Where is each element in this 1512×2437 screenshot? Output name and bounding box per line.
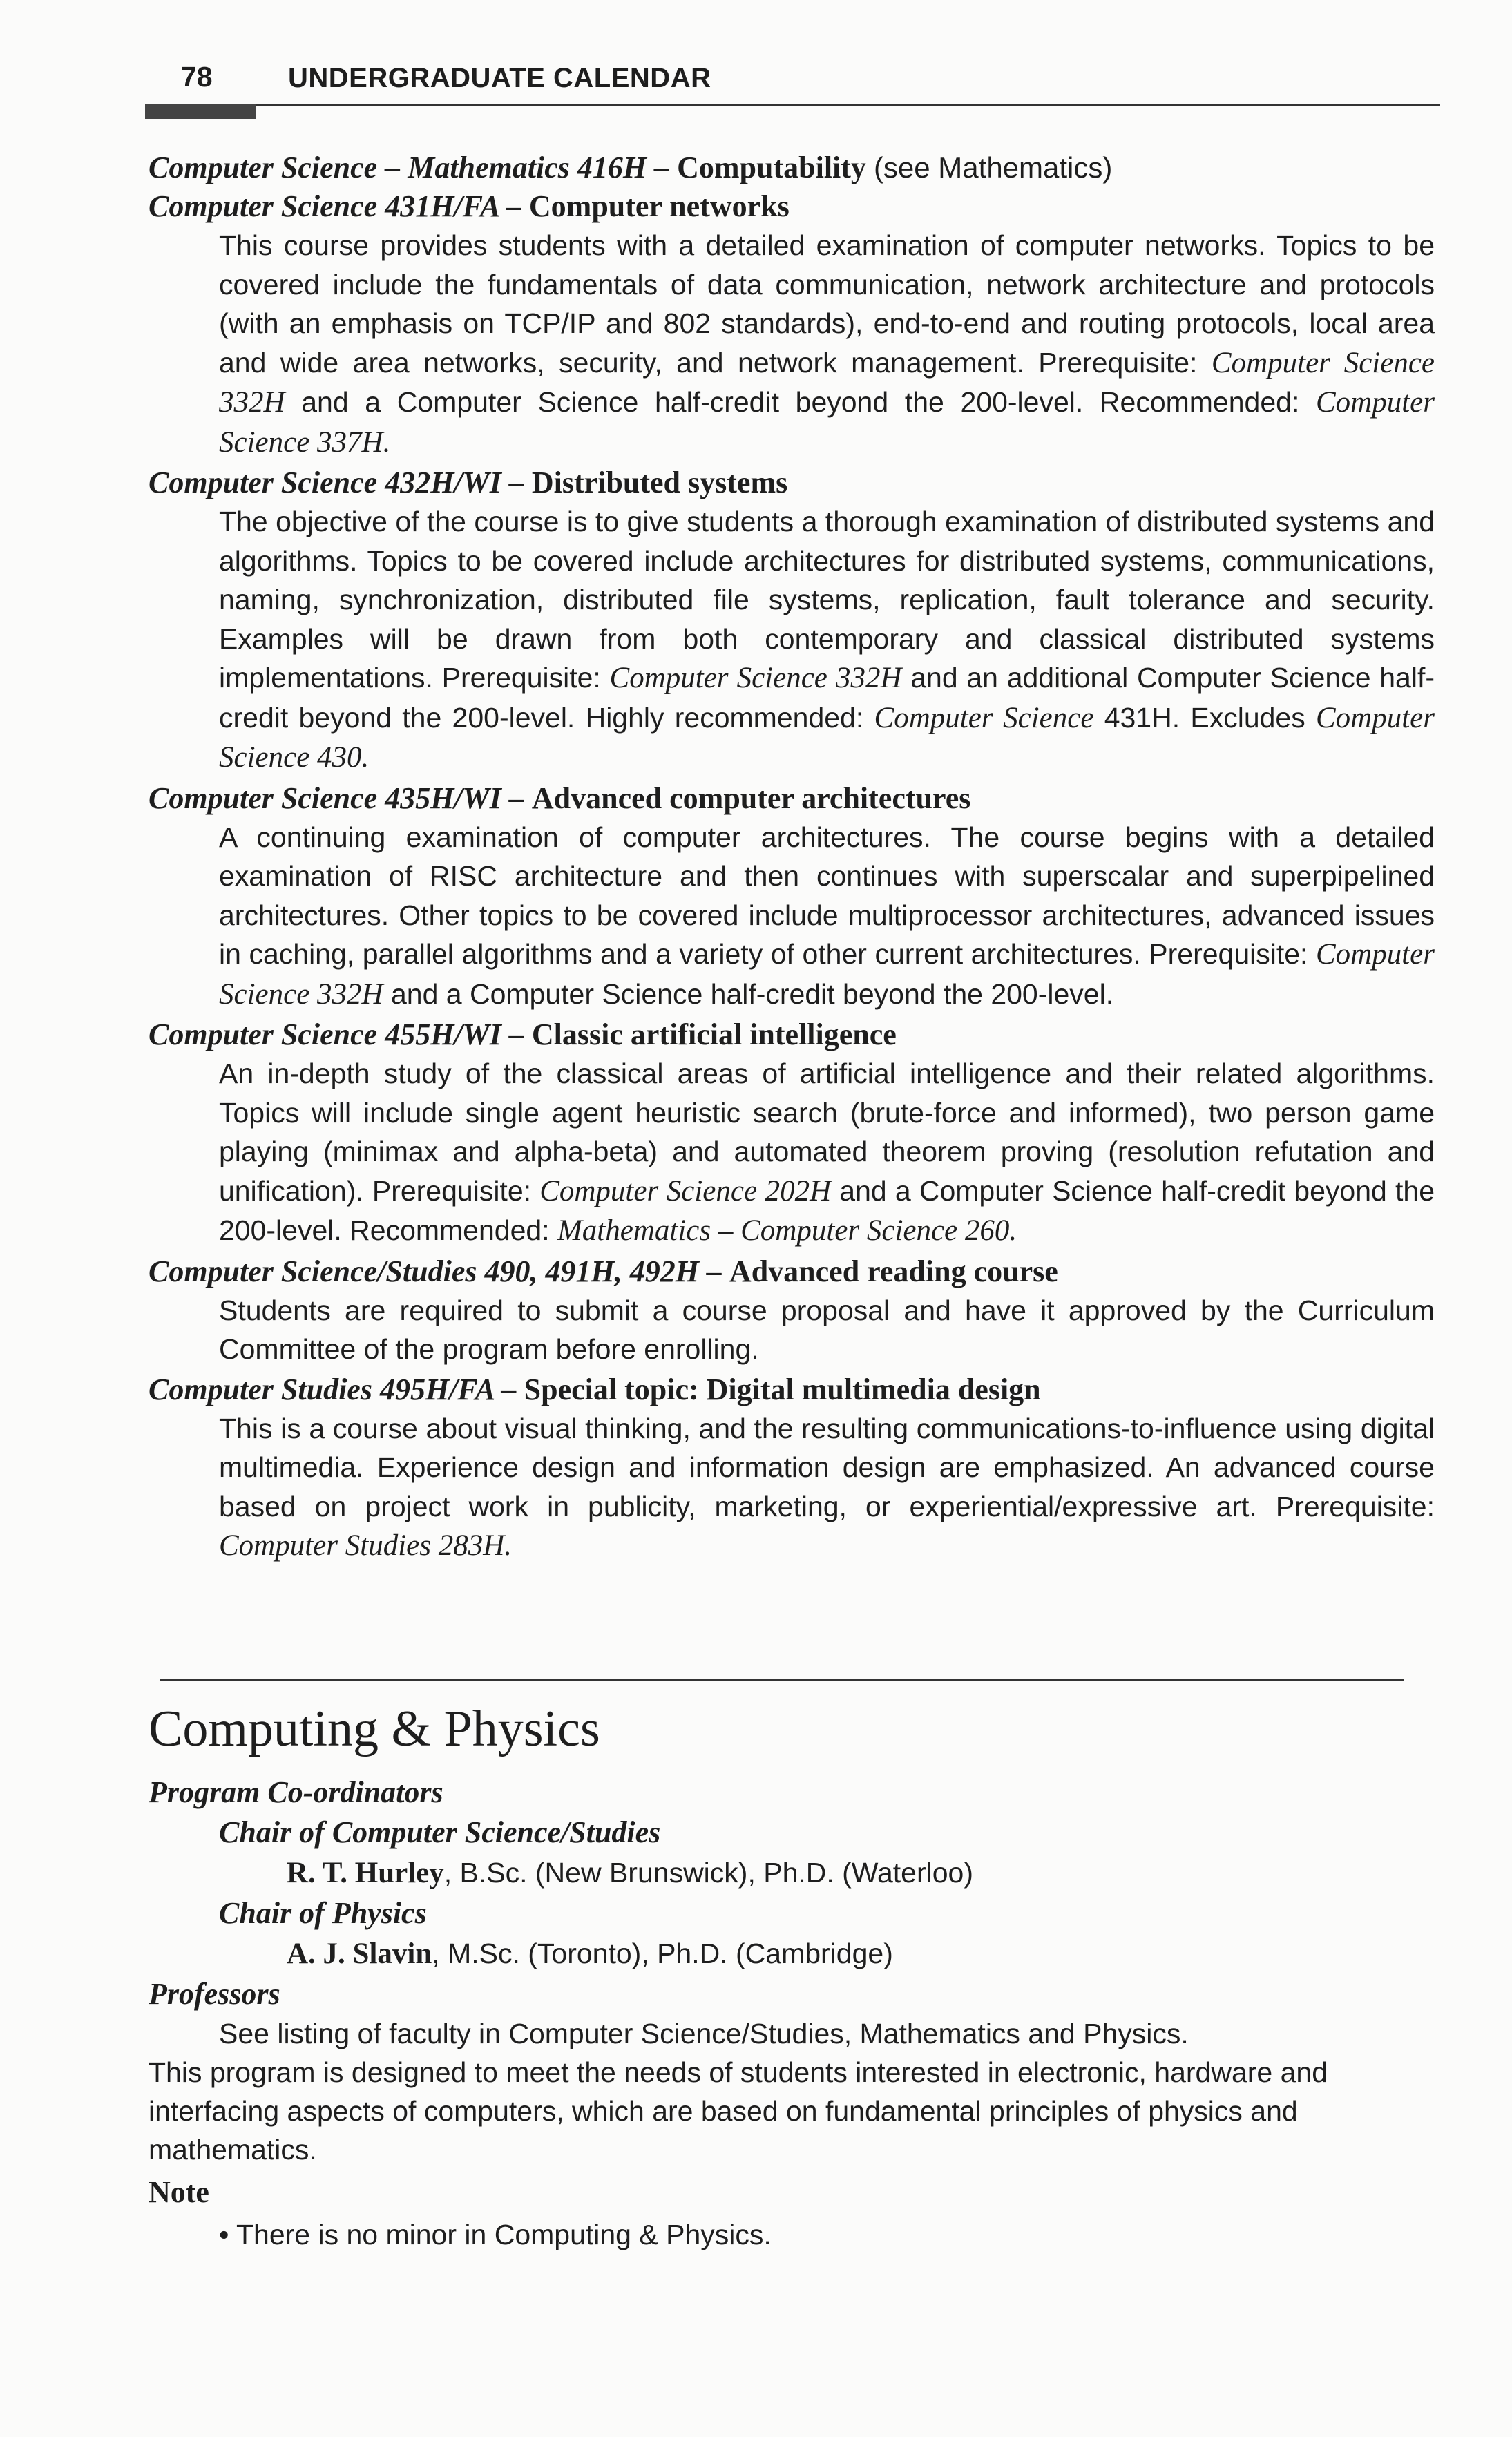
course-title: Distributed systems [531, 466, 788, 499]
course-description [219, 1409, 1435, 1566]
course-reference: Mathematics – Computer Science 260. [557, 1214, 1017, 1247]
page-number: 78 [181, 61, 213, 93]
chair-cs-heading: Chair of Computer Science/Studies [219, 1815, 661, 1849]
course-code: Computer Science 432H/WI – [149, 466, 524, 499]
description-text: and a Computer Science half-credit beyond the 200-level. Recommended: [219, 1174, 1435, 1246]
description-text: An in-depth study of the classical areas of artificial intelligence and their related algorithms. Topics will include single agent heuristic search (brute-force and informed), two person game playing (minimax and alpha-beta) and automated theorem proving (resolution refutation and unification). Prerequisite: [219, 1058, 1435, 1207]
course-entry [149, 1015, 1433, 1251]
description-text: 431H. Excludes [1093, 701, 1316, 734]
section-divider [160, 1679, 1404, 1681]
running-title: UNDERGRADUATE CALENDAR [288, 63, 711, 93]
course-entry [149, 149, 1433, 187]
course-heading [149, 1252, 1433, 1291]
description-text: The objective of the course is to give students a thorough examination of distributed systems and algorithms. Topics to be covered include architectures for distributed systems, communications, naming, synchronization, distributed file systems, replication, fault tolerance and security. Examples will be drawn from both contemporary and classical distributed systems implementations. Prerequisite: [219, 506, 1435, 694]
course-code: Computer Science – Mathematics 416H – [149, 151, 670, 184]
description-text: This is a course about visual thinking, and the resulting communications-to-influence using digital multimedia. Experience design and information design are emphasized. An advanced course based on project work in publicity, marketing, or experiential/expressive art. Prerequisite: [219, 1412, 1435, 1522]
course-listings [149, 149, 1433, 1567]
course-title: Computer networks [528, 189, 790, 223]
person-degrees: , M.Sc. (Toronto), Ph.D. (Cambridge) [432, 1938, 893, 1969]
person-name: R. T. Hurley [287, 1857, 444, 1889]
course-description [219, 1291, 1435, 1369]
course-entry [149, 1370, 1433, 1566]
coordinators-heading: Program Co-ordinators [149, 1775, 443, 1809]
course-code: Computer Science 435H/WI – [149, 781, 524, 815]
course-title: Advanced reading course [729, 1254, 1058, 1288]
course-heading [149, 463, 1433, 502]
course-entry [149, 779, 1433, 1015]
description-text: and a Computer Science half-credit beyond the 200-level. Recommended: [285, 386, 1316, 418]
professors-heading: Professors [149, 1977, 280, 2011]
course-heading [149, 149, 1433, 187]
description-text: A continuing examination of computer architectures. The course begins with a detailed examination of RISC architecture and then continues with superscalar and superpipelined architectures. Other topics to be covered include multiprocessor architectures, advanced issues in caching, parallel algorithms and a variety of other current architectures. Prerequisite: [219, 821, 1435, 970]
chair-cs-entry [287, 1853, 1433, 1893]
course-reference: Computer Studies 283H. [219, 1529, 513, 1562]
person-name: A. J. Slavin [287, 1938, 432, 1970]
course-description [219, 818, 1435, 1015]
course-heading [149, 779, 1433, 818]
course-code: Computer Science 455H/WI – [149, 1017, 524, 1051]
description-text: This course provides students with a detailed examination of computer networks. Topics to be covered include the fundamentals of data communication, network architecture and protocols (with an emphasis on TCP/IP and 802 standards), end-to-end and routing protocols, local area and wide area networks, security, and network management. Prerequisite: [219, 229, 1435, 379]
course-title: Computability [677, 151, 866, 184]
course-description [219, 502, 1435, 778]
course-code: Computer Science 431H/FA – [149, 189, 521, 223]
professors-text: See listing of faculty in Computer Science/Studies, Mathematics and Physics. [219, 2018, 1189, 2049]
note-heading: Note [149, 2175, 209, 2209]
chair-physics-entry [287, 1933, 1433, 1974]
course-reference: Computer Science 332H [219, 346, 1435, 419]
program-intro: This program is designed to meet the needs of students interested in electronic, hardware and interfacing aspects of computers, which are based on fundamental principles of physics and mathematics. [149, 2056, 1328, 2166]
header-rule [145, 104, 1440, 106]
description-text: Students are required to submit a course proposal and have it approved by the Curriculum Committee of the program before enrolling. [219, 1294, 1435, 1365]
section-title: Computing & Physics [149, 1701, 600, 1757]
course-reference: Computer Science [874, 701, 1094, 734]
course-entry [149, 1252, 1433, 1369]
course-entry [149, 463, 1433, 778]
cross-reference: (see Mathematics) [873, 151, 1113, 184]
course-title: Advanced computer architectures [531, 781, 971, 815]
course-reference: Computer Science 430. [219, 701, 1435, 774]
course-heading [149, 1015, 1433, 1054]
note-bullet: • There is no minor in Computing & Physics. [219, 2219, 772, 2250]
course-description [219, 1054, 1435, 1251]
person-degrees: , B.Sc. (New Brunswick), Ph.D. (Waterloo) [443, 1857, 973, 1889]
running-head [181, 57, 1438, 105]
course-description [219, 226, 1435, 462]
description-text: and a Computer Science half-credit beyond the 200-level. [383, 977, 1114, 1010]
course-reference: Computer Science 202H [539, 1174, 832, 1207]
header-bar [145, 104, 256, 119]
chair-physics-heading: Chair of Physics [219, 1896, 427, 1930]
course-code: Computer Science/Studies 490, 491H, 492H – [149, 1254, 722, 1288]
course-reference: Computer Science 332H [219, 938, 1435, 1011]
description-text: and an additional Computer Science half-credit beyond the 200-level. Highly recommended: [219, 662, 1435, 734]
course-title: Special topic: Digital multimedia design [524, 1372, 1041, 1406]
course-heading [149, 187, 1433, 226]
course-reference: Computer Science 332H [609, 662, 902, 694]
course-title: Classic artificial intelligence [531, 1017, 897, 1051]
course-code: Computer Studies 495H/FA – [149, 1372, 517, 1406]
course-heading [149, 1370, 1433, 1409]
program-section [149, 1691, 1433, 2256]
course-reference: Computer Science 337H. [219, 386, 1435, 459]
course-entry [149, 187, 1433, 462]
